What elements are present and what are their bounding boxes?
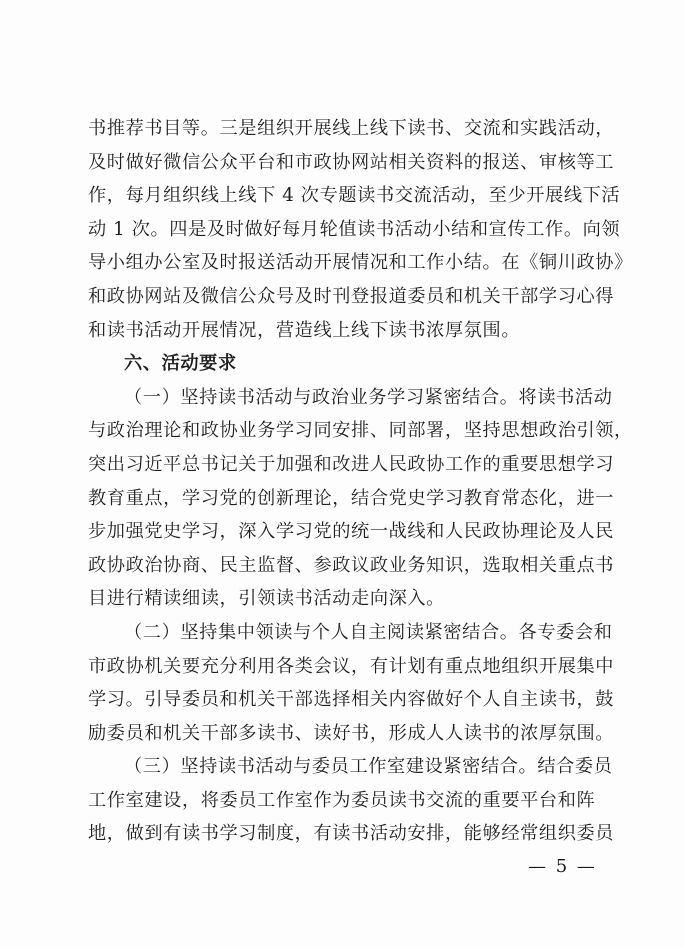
text-line: 地，做到有读书学习制度，有读书活动安排，能够经常组织委员	[88, 823, 615, 845]
text-line: 学习。引导委员和机关干部选择相关内容做好个人自主读书，鼓	[88, 689, 615, 711]
text-line: 工作室建设，将委员工作室作为委员读书交流的重要平台和阵	[88, 789, 596, 811]
paragraph-start: （三）坚持读书活动与委员工作室建设紧密结合。结合委员	[124, 756, 613, 778]
text-line: 步加强党史学习，深入学习党的统一战线和人民政协理论及人民	[88, 521, 615, 543]
text-line: 政协政治协商、民主监督、参政议政业务知识，选取相关重点书	[88, 554, 615, 576]
text-line: 动 1 次。四是及时做好每月轮值读书活动小结和宣传工作。向领	[88, 218, 621, 240]
text-line: 与政治理论和政协业务学习同安排、同部署，坚持思想政治引领，	[88, 420, 633, 442]
text-line: 突出习近平总书记关于加强和改进人民政协工作的重要思想学习	[88, 453, 615, 475]
text-line: 导小组办公室及时报送活动开展情况和工作小结。在《铜川政协》	[88, 252, 633, 274]
text-line: 书推荐书目等。三是组织开展线上线下读书、交流和实践活动，	[88, 118, 615, 139]
text-line: 和读书活动开展情况，营造线上线下读书浓厚氛围。	[88, 319, 521, 341]
text-line: 和政协网站及微信公众号及时刊登报道委员和机关干部学习心得	[88, 285, 615, 307]
section-heading: 六、活动要求	[124, 353, 237, 375]
text-line: 励委员和机关干部多读书、读好书，形成人人读书的浓厚氛围。	[88, 722, 615, 744]
text-line: 教育重点，学习党的创新理论，结合党史学习教育常态化，进一	[88, 487, 615, 509]
paragraph-start: （二）坚持集中领读与个人自主阅读紧密结合。各专委会和	[124, 621, 613, 643]
text-line: 及时做好微信公众平台和市政协网站相关资料的报送、审核等工	[88, 151, 615, 173]
document-body	[88, 112, 633, 851]
text-line: 作，每月组织线上线下 4 次专题读书交流活动，至少开展线下活	[88, 185, 621, 207]
page-number: — 5 —	[528, 856, 597, 877]
text-line: 市政协机关要充分利用各类会议，有计划有重点地组织开展集中	[88, 655, 615, 677]
text-line: 目进行精读细读，引领读书活动走向深入。	[88, 588, 445, 610]
paragraph-start: （一）坚持读书活动与政治业务学习紧密结合。将读书活动	[124, 386, 613, 408]
